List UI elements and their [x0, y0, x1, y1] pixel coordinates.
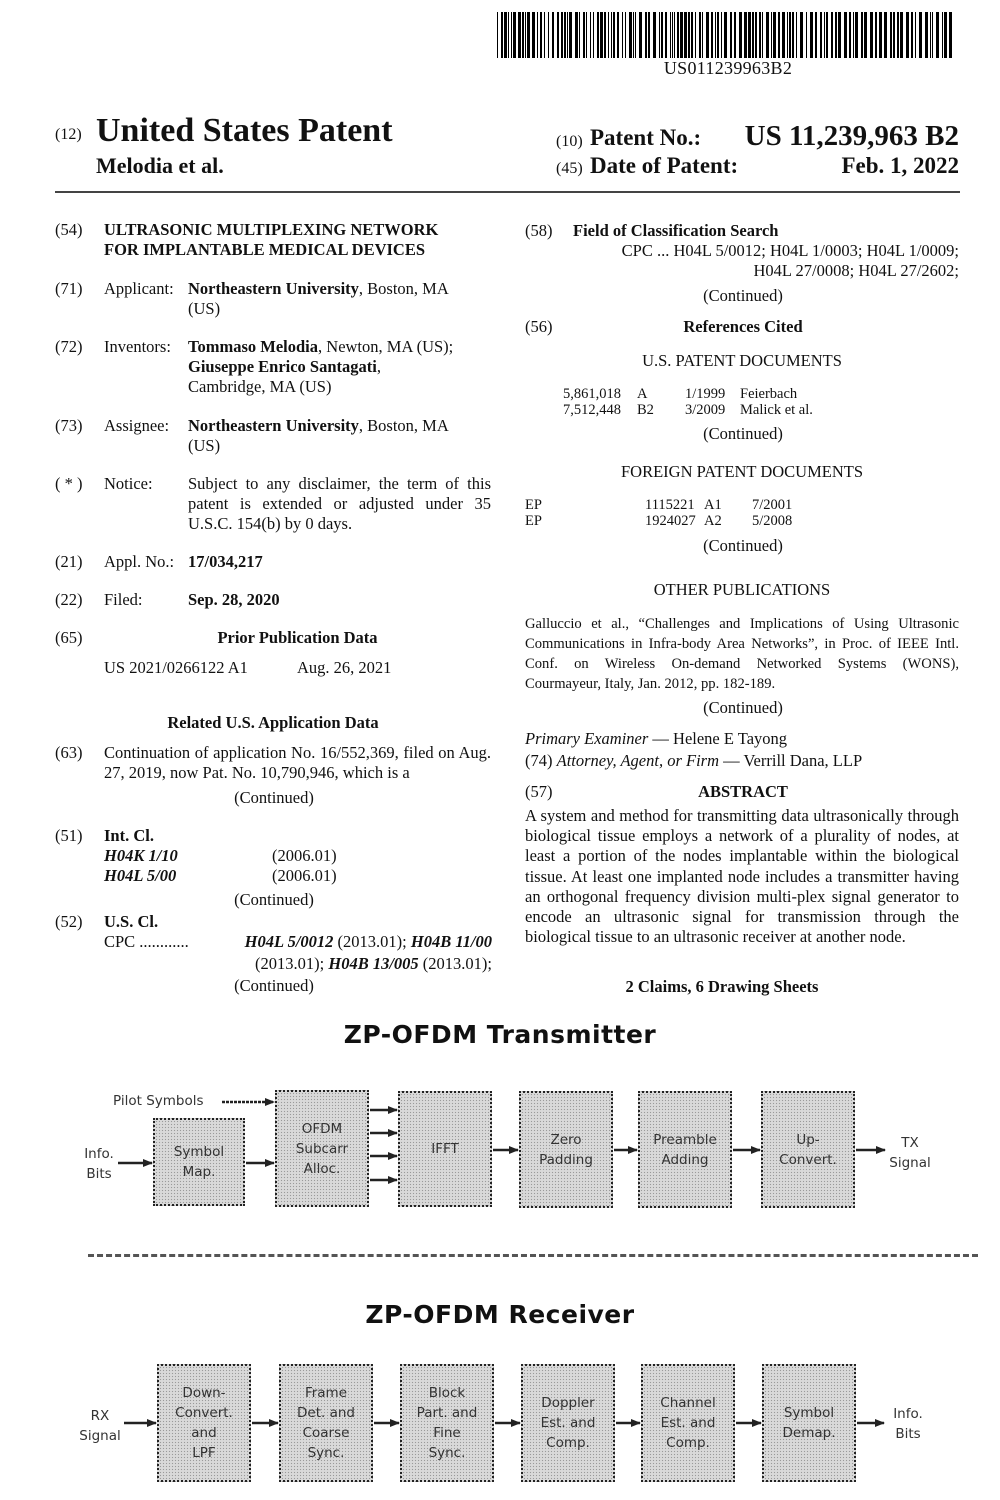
- inventors-code: (72): [55, 337, 83, 356]
- examiner-name: Helene E Tayong: [673, 729, 788, 748]
- prior-pub-heading: Prior Publication Data: [217, 628, 378, 647]
- applicant-name: Northeastern University: [188, 279, 359, 298]
- assignee-name: Northeastern University: [188, 416, 359, 435]
- assignee-code: (73): [55, 416, 83, 435]
- rx-block-down-convert: Down- Convert. and LPF: [157, 1364, 251, 1482]
- receiver-title: ZP-OFDM Receiver: [365, 1300, 635, 1329]
- us-cl-version-2: (2013.01);: [255, 954, 329, 973]
- int-cl-class-2: H04L 5/00: [104, 866, 177, 885]
- tx-block-zero-padding: Zero Padding: [519, 1091, 613, 1208]
- foreign-docs-continued: (Continued): [703, 536, 783, 555]
- date-code: (45): [556, 160, 583, 177]
- claims-summary: 2 Claims, 6 Drawing Sheets: [625, 977, 819, 996]
- related-text: Continuation of application No. 16/552,369, filed on Aug. 27, 2019, now Pat. No. 10,790,946, which is a: [104, 743, 491, 782]
- tx-block-ofdm-subcarrier-alloc: OFDM Subcarr Alloc.: [275, 1090, 369, 1207]
- us-cl-class-1: H04L 5/0012: [244, 932, 334, 951]
- rx-output-label: Info. Bits: [893, 1406, 923, 1442]
- prior-pub-code: (65): [55, 628, 83, 647]
- int-cl-class-1: H04K 1/10: [104, 846, 178, 865]
- foreign-doc-country: EP: [525, 497, 542, 513]
- attorney-label: Attorney, Agent, or Firm: [556, 751, 720, 770]
- doc-type-title: United States Patent: [96, 112, 393, 149]
- foreign-docs-heading: FOREIGN PATENT DOCUMENTS: [620, 462, 864, 481]
- us-doc-number: 5,861,018: [563, 386, 621, 402]
- appl-no-label: Appl. No.:: [104, 552, 175, 571]
- tx-output-label: TX Signal: [889, 1135, 931, 1171]
- field-search-continued: (Continued): [703, 286, 783, 305]
- other-pubs-text: Galluccio et al., “Challenges and Implications of Using Ultrasonic Communications in Infra-body Area Networks”, in Proc. of IEEE Intl. Conf. on Wireless On-demand Networked Systems (WONS), Courmayeur, Italy, Jan. 2012, pp. 182-189.: [525, 616, 959, 692]
- int-cl-heading: Int. Cl.: [104, 826, 154, 845]
- foreign-doc-kind: A2: [704, 513, 722, 529]
- patent-no-code: (10): [556, 133, 583, 150]
- rx-block-doppler-est: Doppler Est. and Comp.: [521, 1364, 615, 1482]
- int-cl-version-2: (2006.01): [272, 866, 337, 885]
- us-cl-class-2: H04B 11/00: [410, 932, 492, 951]
- int-cl-code: (51): [55, 826, 83, 845]
- foreign-doc-kind: A1: [704, 497, 722, 513]
- abstract-text: A system and method for transmitting data ultrasonically through biological tissue employs a network of a plurality of nodes, at least a portion of the nodes implantable within the biological tissue. At least one implanted node includes a transmitter having an orthogonal frequency division multi-plex signal generator to encode an ultrasonic signal for transmission through the biological tissue to an ultrasonic receiver at another node.: [525, 806, 959, 947]
- transmitter-title: ZP-OFDM Transmitter: [343, 1020, 657, 1049]
- field-search-heading: Field of Classification Search: [573, 221, 779, 240]
- inventor-name-2: Giuseppe Enrico Santagati: [188, 357, 377, 376]
- tx-input-label: Info. Bits: [84, 1146, 114, 1182]
- doc-type-code: (12): [55, 126, 82, 143]
- attorney-code: (74): [525, 751, 553, 770]
- other-pubs-heading: OTHER PUBLICATIONS: [653, 580, 831, 599]
- patent-no-value: US 11,239,963 B2: [744, 120, 959, 152]
- prior-pub-date: Aug. 26, 2021: [297, 658, 392, 677]
- int-cl-continued: (Continued): [234, 890, 314, 909]
- other-pubs-continued: (Continued): [703, 698, 783, 717]
- int-cl-version-1: (2006.01): [272, 846, 337, 865]
- tx-block-up-convert: Up- Convert.: [761, 1091, 855, 1208]
- inventors-label: Inventors:: [104, 337, 171, 356]
- foreign-doc-country: EP: [525, 513, 542, 529]
- pilot-symbols-label: Pilot Symbols: [113, 1093, 204, 1109]
- foreign-doc-date: 7/2001: [752, 497, 793, 513]
- inventor-name-1: Tommaso Melodia: [188, 337, 319, 356]
- inventor-location-2: Cambridge, MA (US): [188, 377, 332, 396]
- us-doc-kind: A: [637, 386, 648, 402]
- examiner-label: Primary Examiner: [525, 729, 649, 748]
- applicant-country: (US): [188, 299, 221, 318]
- barcode-number: US011239963B2: [663, 58, 793, 78]
- foreign-doc-number: 1924027: [645, 513, 696, 529]
- refs-code: (56): [525, 317, 553, 336]
- filed-value: Sep. 28, 2020: [188, 590, 280, 609]
- rx-block-block-partition: Block Part. and Fine Sync.: [400, 1364, 494, 1482]
- separator: ,: [376, 357, 381, 376]
- us-doc-date: 3/2009: [685, 402, 726, 418]
- us-cl-cpc-label: CPC ............: [104, 932, 189, 951]
- rx-block-symbol-demap: Symbol Demap.: [762, 1364, 856, 1482]
- filed-code: (22): [55, 590, 83, 609]
- us-doc-name: Malick et al.: [740, 402, 813, 418]
- inventor-location-1: , Newton, MA (US);: [318, 337, 454, 356]
- us-cl-version-1: (2013.01);: [333, 932, 411, 951]
- date-label: Date of Patent:: [590, 153, 739, 178]
- date-value: Feb. 1, 2022: [841, 153, 959, 178]
- rx-block-channel-est: Channel Est. and Comp.: [641, 1364, 735, 1482]
- foreign-doc-number: 1115221: [645, 497, 695, 513]
- related-code: (63): [55, 743, 83, 762]
- applicant-location: , Boston, MA: [358, 279, 449, 298]
- invention-title-line1: ULTRASONIC MULTIPLEXING NETWORK: [104, 220, 439, 239]
- notice-code: ( * ): [55, 474, 83, 493]
- us-cl-version-3: (2013.01);: [418, 954, 492, 973]
- notice-label: Notice:: [104, 474, 153, 493]
- notice-text: Subject to any disclaimer, the term of this patent is extended or adjusted under 35 U.S.C. 154(b) by 0 days.: [188, 474, 491, 533]
- appl-no-value: 17/034,217: [188, 552, 263, 571]
- related-heading: Related U.S. Application Data: [167, 713, 379, 732]
- attorney-name: Verrill Dana, LLP: [743, 751, 863, 770]
- refs-heading: References Cited: [683, 317, 803, 336]
- field-search-code: (58): [525, 221, 553, 240]
- rx-block-frame-detection: Frame Det. and Coarse Sync.: [279, 1364, 373, 1482]
- us-cl-code: (52): [55, 912, 83, 931]
- abstract-heading: ABSTRACT: [698, 782, 788, 801]
- appl-no-code: (21): [55, 552, 83, 571]
- prior-pub-number: US 2021/0266122 A1: [104, 658, 248, 677]
- filed-label: Filed:: [104, 590, 143, 609]
- title-code: (54): [55, 220, 83, 239]
- abstract-code: (57): [525, 782, 553, 801]
- us-cl-class-3: H04B 13/005: [328, 954, 419, 973]
- tx-block-ifft: IFFT: [398, 1091, 492, 1207]
- patent-no-label: Patent No.:: [590, 125, 702, 150]
- field-search-line-2: H04L 27/0008; H04L 27/2602;: [753, 261, 959, 280]
- assignee-location: , Boston, MA: [358, 416, 449, 435]
- field-search-line-1: CPC ... H04L 5/0012; H04L 1/0003; H04L 1/0009;: [621, 241, 959, 260]
- us-cl-heading: U.S. Cl.: [104, 912, 159, 931]
- rx-input-label: RX Signal: [79, 1408, 121, 1444]
- invention-title-line2: FOR IMPLANTABLE MEDICAL DEVICES: [104, 240, 426, 259]
- us-doc-number: 7,512,448: [563, 402, 621, 418]
- related-continued: (Continued): [234, 788, 314, 807]
- us-docs-continued: (Continued): [703, 424, 783, 443]
- applicant-code: (71): [55, 279, 83, 298]
- tx-block-preamble-adding: Preamble Adding: [638, 1091, 732, 1208]
- assignee-country: (US): [188, 436, 221, 455]
- tx-block-symbol-map: Symbol Map.: [153, 1118, 245, 1206]
- foreign-doc-date: 5/2008: [752, 513, 793, 529]
- us-cl-continued: (Continued): [234, 976, 314, 995]
- us-doc-date: 1/1999: [685, 386, 726, 402]
- assignee-label: Assignee:: [104, 416, 170, 435]
- applicant-label: Applicant:: [104, 279, 174, 298]
- separator: —: [648, 729, 674, 748]
- separator: —: [719, 751, 744, 770]
- us-patent-docs-heading: U.S. PATENT DOCUMENTS: [642, 351, 842, 370]
- us-doc-kind: B2: [637, 402, 654, 418]
- first-inventor: Melodia et al.: [96, 153, 224, 178]
- us-doc-name: Feierbach: [740, 386, 798, 402]
